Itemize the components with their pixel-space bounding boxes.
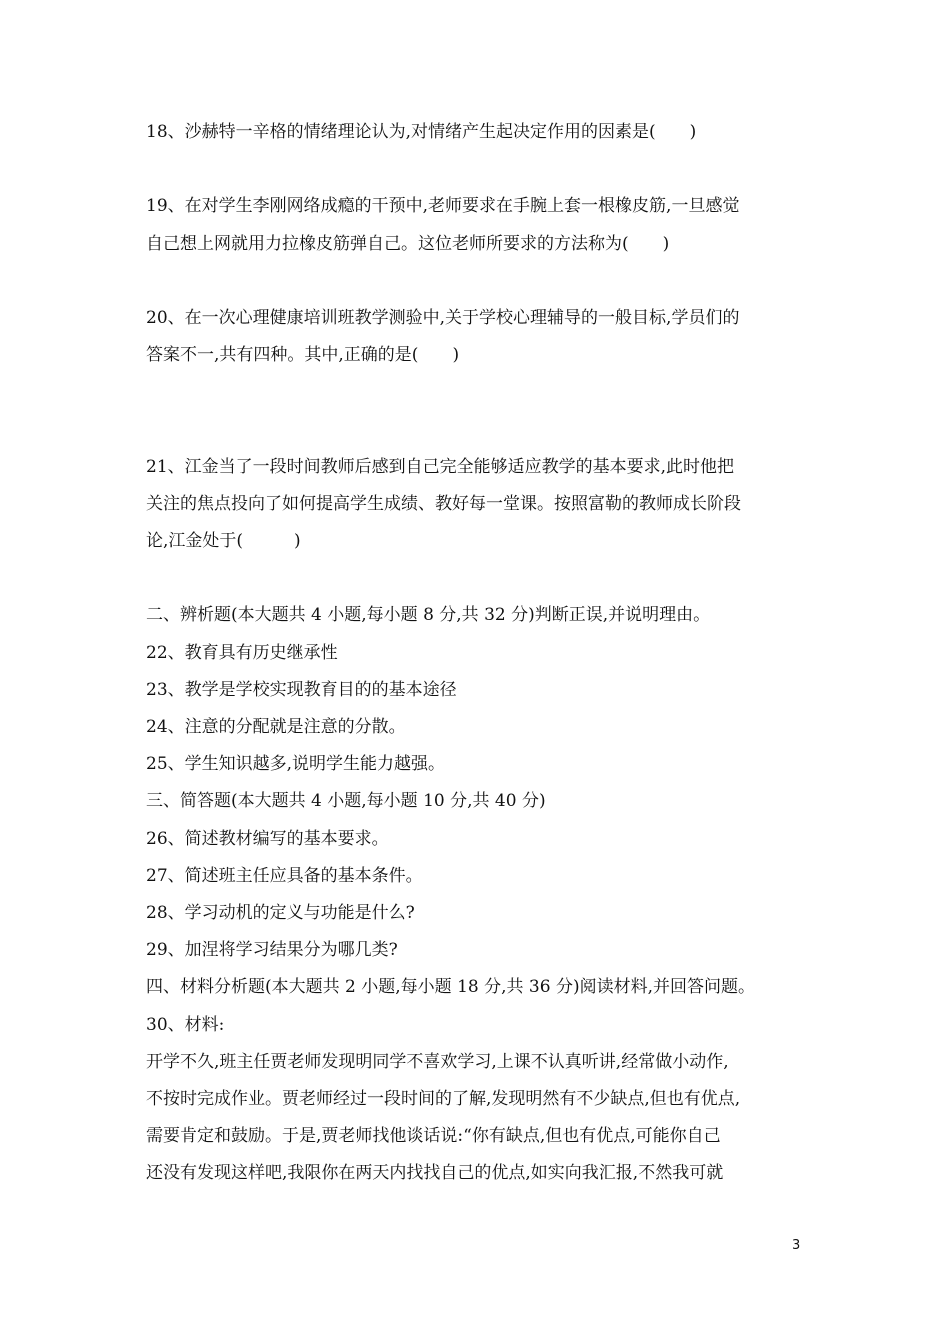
material-paragraph-line-2: 不按时完成作业。贾老师经过一段时间的了解,发现明然有不少缺点,但也有优点, bbox=[146, 1088, 741, 1109]
question-20-stem-line-2: 答案不一,共有四种。其中,正确的是( ) bbox=[146, 345, 460, 366]
question-18-options bbox=[146, 151, 818, 188]
material-paragraph-line-3: 需要肯定和鼓励。于是,贾老师找他谈话说:“你有缺点,但也有优点,可能你自己 bbox=[146, 1126, 721, 1147]
question-28: 28、学习动机的定义与功能是什么? bbox=[146, 902, 415, 923]
question-19-stem-line-2: 自己想上网就用力拉橡皮筋弹自己。这位老师所要求的方法称为( ) bbox=[146, 233, 670, 254]
question-23: 23、教学是学校实现教育目的的基本途径 bbox=[146, 679, 457, 700]
question-26: 26、简述教材编写的基本要求。 bbox=[146, 828, 389, 849]
page-number: 3 bbox=[792, 1238, 801, 1253]
question-19-stem-line-1: 19、在对学生李刚网络成瘾的干预中,老师要求在手腕上套一根橡皮筋,一旦感觉 bbox=[146, 196, 740, 217]
section-2-heading: 二、辨析题(本大题共 4 小题,每小题 8 分,共 32 分)判断正误,并说明理由。 bbox=[146, 605, 711, 626]
question-20-options-row-1 bbox=[146, 374, 818, 411]
question-19-options bbox=[146, 263, 818, 300]
question-27: 27、简述班主任应具备的基本条件。 bbox=[146, 865, 423, 886]
question-25: 25、学生知识越多,说明学生能力越强。 bbox=[146, 754, 446, 775]
question-22: 22、教育具有历史继承性 bbox=[146, 642, 338, 663]
question-21-stem-line-1: 21、江金当了一段时间教师后感到自己完全能够适应教学的基本要求,此时他把 bbox=[146, 456, 735, 477]
question-21-stem-line-3: 论,江金处于( ) bbox=[146, 531, 301, 552]
question-20-options-row-2 bbox=[146, 412, 818, 449]
material-paragraph-line-4: 还没有发现这样吧,我限你在两天内找找自己的优点,如实向我汇报,不然我可就 bbox=[146, 1163, 724, 1184]
question-18-stem: 18、沙赫特一辛格的情绪理论认为,对情绪产生起决定作用的因素是( ) bbox=[146, 122, 697, 142]
question-21-stem-line-2: 关注的焦点投向了如何提高学生成绩、教好每一堂课。按照富勒的教师成长阶段 bbox=[146, 493, 741, 514]
question-30-label: 30、材料: bbox=[146, 1014, 225, 1035]
section-4-heading: 四、材料分析题(本大题共 2 小题,每小题 18 分,共 36 分)阅读材料,并回答问题。 bbox=[146, 977, 755, 998]
section-3-heading: 三、简答题(本大题共 4 小题,每小题 10 分,共 40 分) bbox=[146, 791, 546, 812]
question-21-options bbox=[146, 560, 818, 597]
question-20-stem-line-1: 20、在一次心理健康培训班教学测验中,关于学校心理辅导的一般目标,学员们的 bbox=[146, 307, 740, 328]
page-content bbox=[146, 114, 818, 1192]
question-29: 29、加涅将学习结果分为哪几类? bbox=[146, 940, 398, 961]
material-paragraph-line-1: 开学不久,班主任贾老师发现明同学不喜欢学习,上课不认真听讲,经常做小动作, bbox=[146, 1051, 729, 1072]
question-24: 24、注意的分配就是注意的分散。 bbox=[146, 717, 406, 737]
